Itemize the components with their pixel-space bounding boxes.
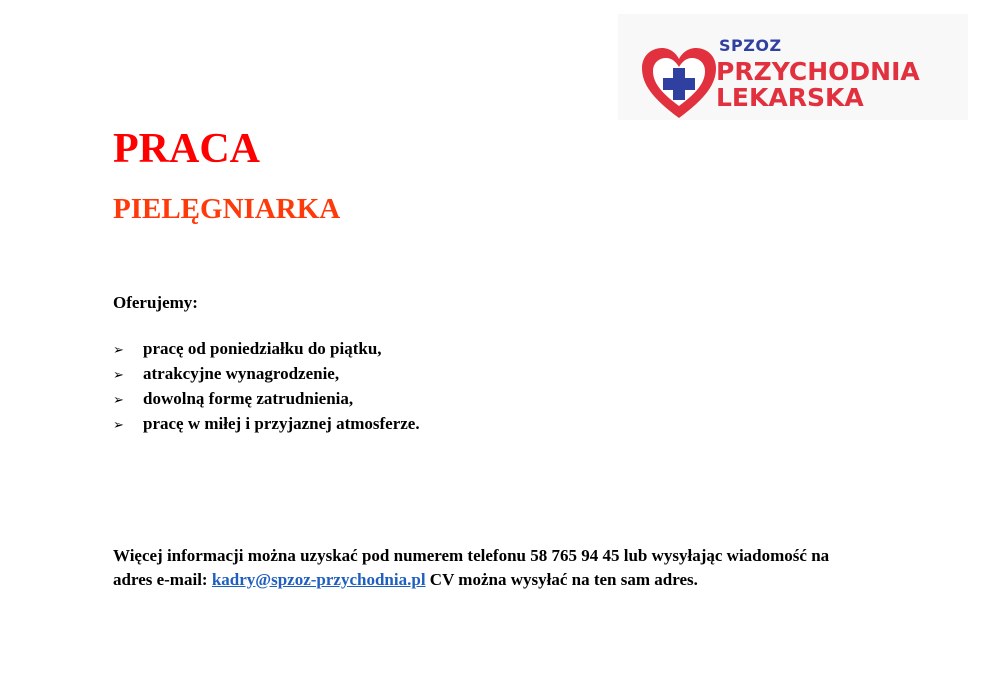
contact-text-after: CV można wysyłać na ten sam adres. [425, 569, 698, 589]
arrowhead-bullet-icon: ➢ [113, 343, 124, 358]
arrowhead-bullet-icon: ➢ [113, 393, 124, 408]
contact-text-before: Więcej informacji można uzyskać pod numerem telefonu 58 765 94 45 lub wysyłając wiadomość na adres e-mail: [113, 546, 830, 589]
arrowhead-bullet-icon: ➢ [113, 368, 124, 383]
offer-list [113, 337, 420, 437]
page-title: PRACA [113, 126, 260, 172]
logo-line-2: LEKARSKA [716, 83, 864, 112]
offer-item [113, 337, 420, 362]
offer-heading: Oferujemy: [113, 293, 198, 312]
offer-item [113, 412, 420, 437]
clinic-logo [618, 14, 968, 120]
offer-item-text: atrakcyjne wynagrodzenie, [143, 364, 340, 383]
logo-line-1: PRZYCHODNIA [716, 57, 920, 86]
offer-item [113, 387, 420, 412]
offer-item-text: pracę w miłej i przyjaznej atmosferze. [143, 414, 420, 433]
contact-paragraph [113, 544, 853, 591]
offer-item [113, 362, 420, 387]
email-link[interactable]: kadry@spzoz-przychodnia.pl [211, 569, 426, 589]
offer-item-text: dowolną formę zatrudnienia, [143, 389, 354, 408]
heart-with-cross-icon [640, 46, 718, 120]
arrowhead-bullet-icon: ➢ [113, 418, 124, 433]
logo-spzoz-text: SPZOZ [719, 36, 782, 55]
offer-item-text: pracę od poniedziałku do piątku, [143, 339, 382, 358]
job-title: PIELĘGNIARKA [113, 193, 341, 225]
